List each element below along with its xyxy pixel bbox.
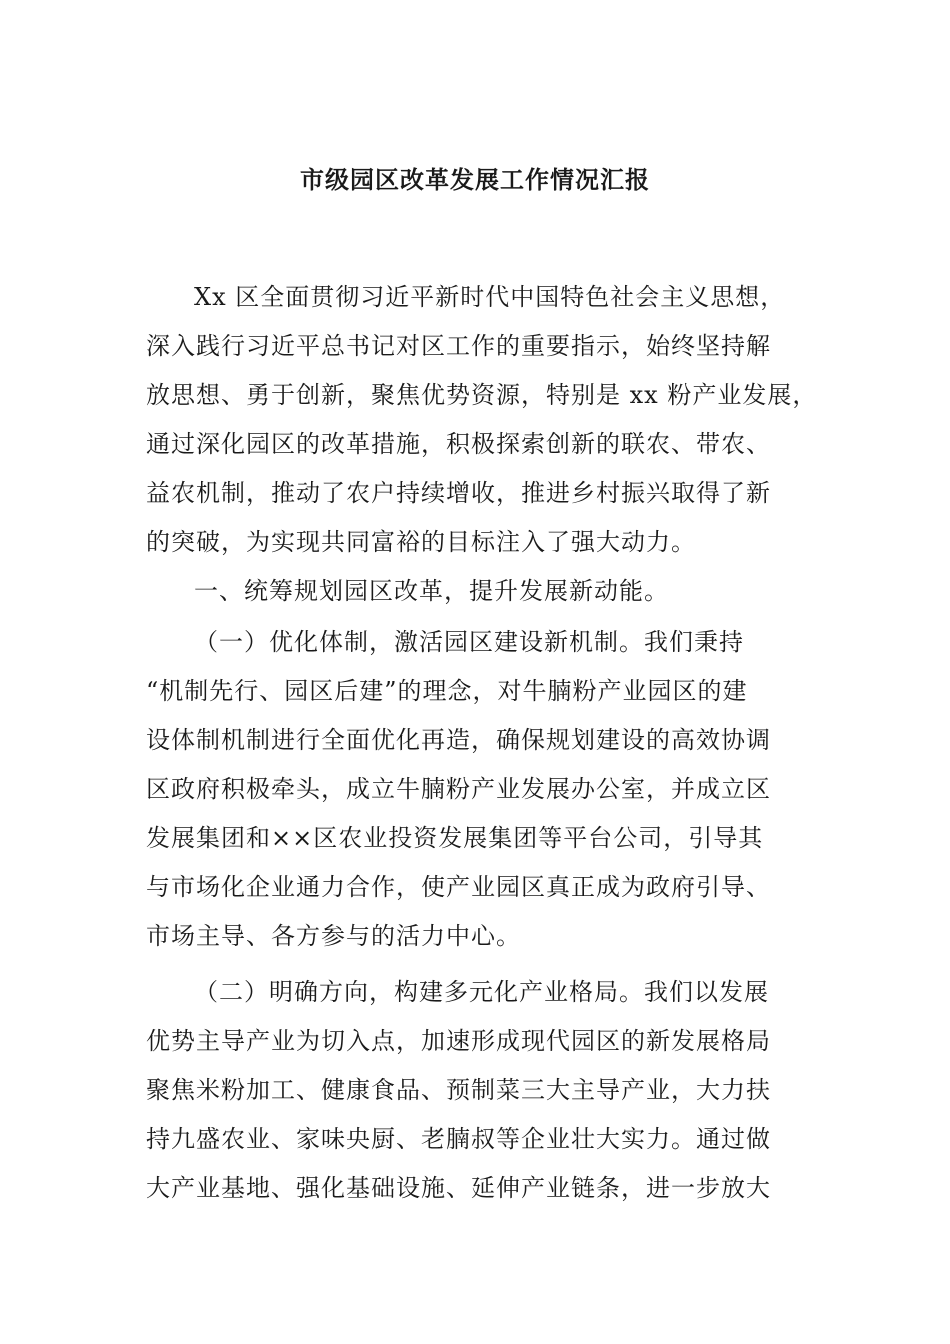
paragraph-line: 深入践行习近平总书记对区工作的重要指示，始终坚持解 bbox=[146, 332, 771, 360]
paragraph-line: 益农机制，推动了农户持续增收，推进乡村振兴取得了新 bbox=[146, 479, 771, 507]
paragraph-line: “机制先行、园区后建”的理念，对牛腩粉产业园区的建 bbox=[146, 677, 748, 705]
paragraph-line: 放思想、勇于创新，聚焦优势资源，特别是 xx 粉产业发展， bbox=[146, 381, 818, 409]
document-title: 市级园区改革发展工作情况汇报 bbox=[300, 165, 650, 194]
paragraph-line: 的突破，为实现共同富裕的目标注入了强大动力。 bbox=[146, 528, 696, 556]
paragraph-line: 设体制机制进行全面优化再造，确保规划建设的高效协调 bbox=[146, 726, 771, 754]
paragraph-line: Xx 区全面贯彻习近平新时代中国特色社会主义思想， bbox=[194, 283, 786, 311]
paragraph-line: 持九盛农业、家味央厨、老腩叔等企业壮大实力。通过做 bbox=[146, 1125, 771, 1153]
paragraph-line: 市场主导、各方参与的活力中心。 bbox=[146, 922, 521, 950]
paragraph-line: 通过深化园区的改革措施，积极探索创新的联农、带农、 bbox=[146, 430, 771, 458]
paragraph-line: 优势主导产业为切入点，加速形成现代园区的新发展格局 bbox=[146, 1027, 771, 1055]
paragraph-line: 与市场化企业通力合作，使产业园区真正成为政府引导、 bbox=[146, 873, 771, 901]
paragraph-line: 发展集团和××区农业投资发展集团等平台公司，引导其 bbox=[146, 824, 764, 852]
section-heading: 一、统筹规划园区改革，提升发展新动能。 bbox=[194, 577, 669, 605]
paragraph-line: 区政府积极牵头，成立牛腩粉产业发展办公室，并成立区 bbox=[146, 775, 771, 803]
paragraph-line: 大产业基地、强化基础设施、延伸产业链条，进一步放大 bbox=[146, 1174, 771, 1202]
paragraph-line: （二）明确方向，构建多元化产业格局。我们以发展 bbox=[194, 978, 769, 1006]
paragraph-line: 聚焦米粉加工、健康食品、预制菜三大主导产业，大力扶 bbox=[146, 1076, 771, 1104]
paragraph-line: （一）优化体制，激活园区建设新机制。我们秉持 bbox=[194, 628, 744, 656]
